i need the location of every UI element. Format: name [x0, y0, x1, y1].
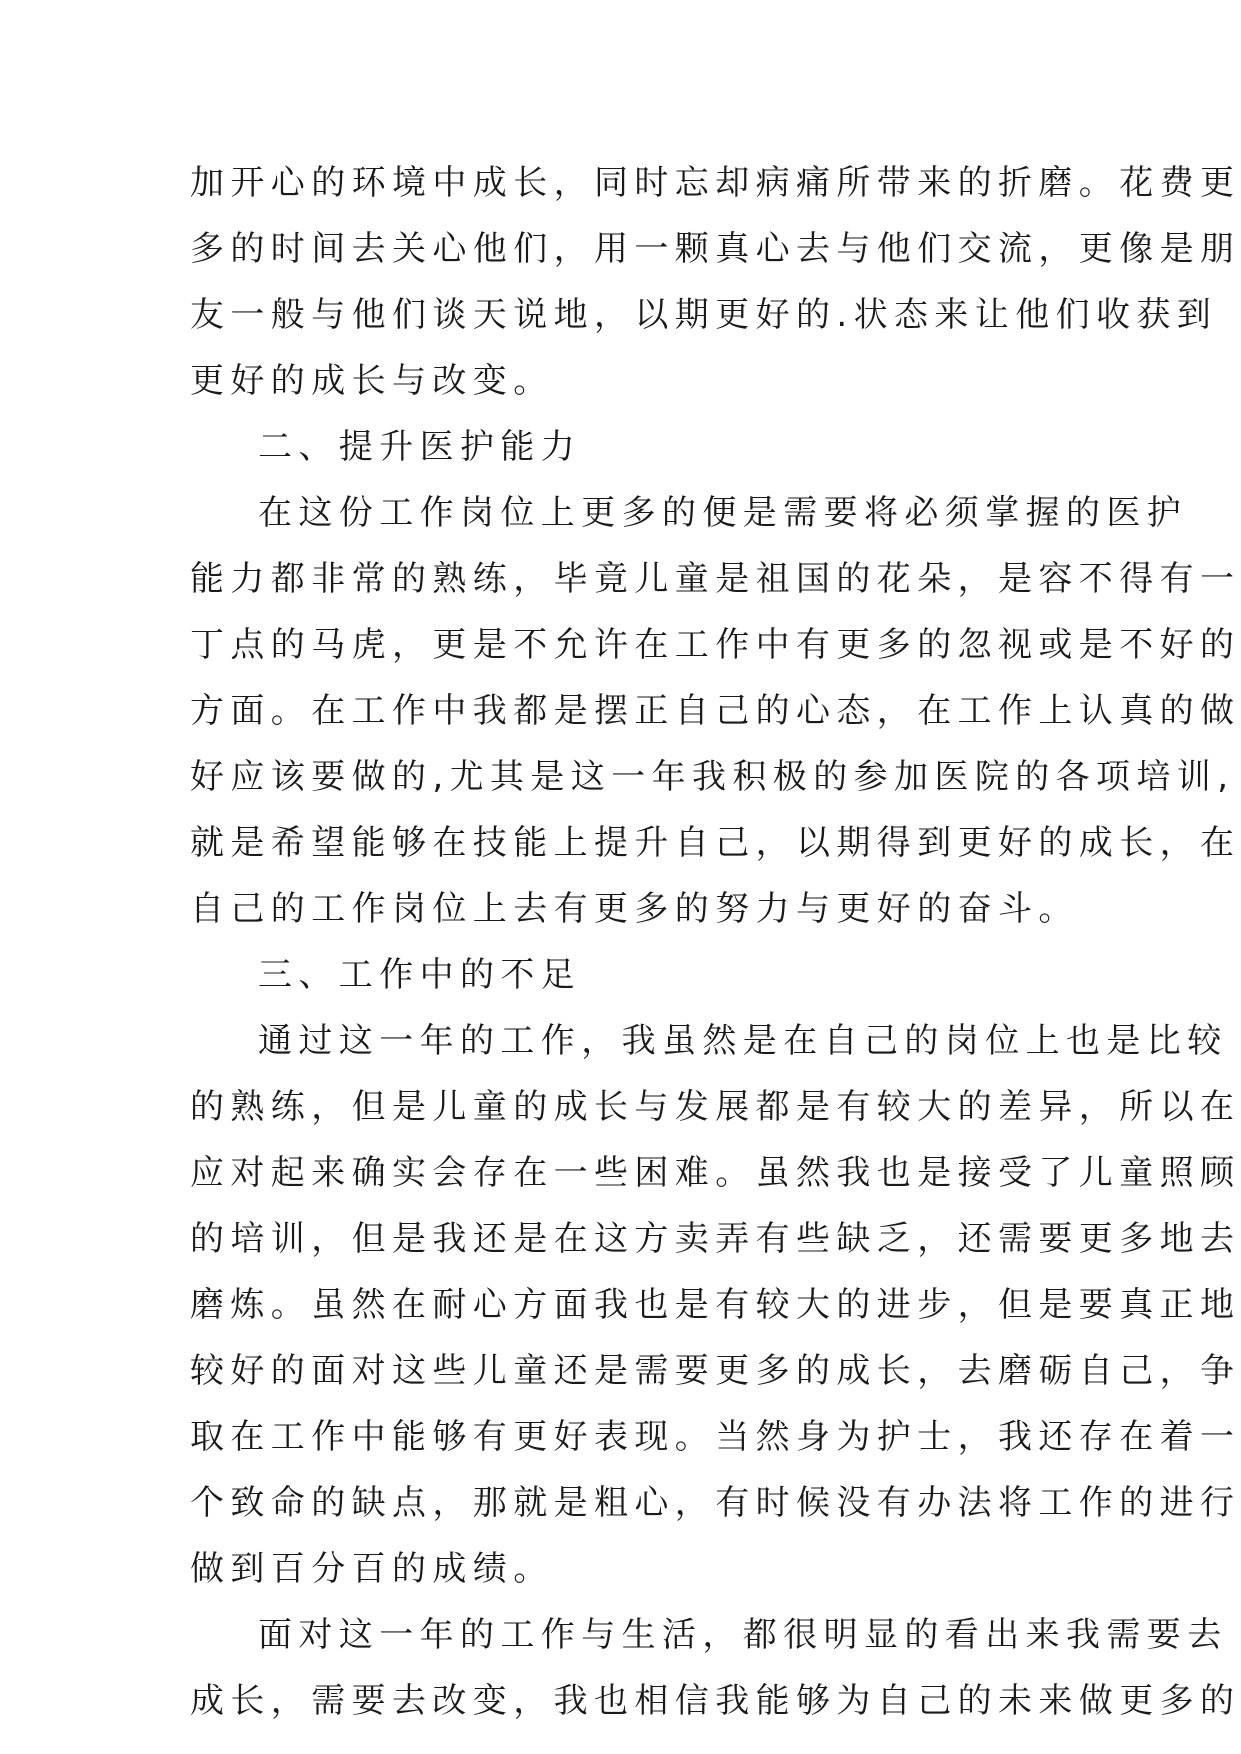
text-line: 在这份工作岗位上更多的便是需要将必须掌握的医护 — [258, 493, 1188, 533]
text-line: 多的时间去关心他们，用一颗真心去与他们交流，更像是朋 — [190, 229, 1241, 269]
text-line: 就是希望能够在技能上提升自己，以期得到更好的成长，在 — [190, 823, 1241, 863]
text-line: 应对起来确实会存在一些困难。虽然我也是接受了儿童照顾 — [190, 1153, 1241, 1193]
text-line: 好应该要做的,尤其是这一年我积极的参加医院的各项培训, — [190, 757, 1235, 797]
section-heading-2: 二、提升医护能力 — [258, 427, 582, 467]
text-line: 自己的工作岗位上去有更多的努力与更好的奋斗。 — [190, 889, 1079, 929]
text-line: 更好的成长与改变。 — [190, 361, 554, 401]
text-line: 通过这一年的工作，我虽然是在自己的岗位上也是比较 — [258, 1021, 1228, 1061]
section-2-paragraph — [190, 480, 1241, 942]
text-line: 方面。在工作中我都是摆正自己的心态，在工作上认真的做 — [190, 691, 1241, 731]
text-line: 加开心的环境中成长，同时忘却病痛所带来的折磨。花费更 — [190, 163, 1241, 203]
text-line: 个致命的缺点，那就是粗心，有时候没有办法将工作的进行 — [190, 1483, 1241, 1523]
continued-paragraph — [190, 150, 1241, 414]
text-line: 的熟练，但是儿童的成长与发展都是有较大的差异，所以在 — [190, 1087, 1241, 1127]
closing-paragraph — [190, 1602, 1241, 1734]
text-line: 做到百分百的成绩。 — [190, 1549, 554, 1589]
text-line: 取在工作中能够有更好表现。当然身为护士，我还存在着一 — [190, 1417, 1241, 1457]
text-line: 面对这一年的工作与生活，都很明显的看出来我需要去 — [258, 1615, 1228, 1655]
text-line: 友一般与他们谈天说地，以期更好的.状态来让他们收获到 — [190, 295, 1218, 335]
section-3-paragraph — [190, 1008, 1241, 1602]
document-body — [190, 150, 1241, 1734]
section-heading-3: 三、工作中的不足 — [258, 955, 582, 995]
text-line: 磨炼。虽然在耐心方面我也是有较大的进步，但是要真正地 — [190, 1285, 1241, 1325]
text-line: 较好的面对这些儿童还是需要更多的成长，去磨砺自己，争 — [190, 1351, 1241, 1391]
text-line: 的培训，但是我还是在这方卖弄有些缺乏，还需要更多地去 — [190, 1219, 1241, 1259]
text-line: 成长，需要去改变，我也相信我能够为自己的未来做更多的 — [190, 1681, 1241, 1721]
text-line: 丁点的马虎，更是不允许在工作中有更多的忽视或是不好的 — [190, 625, 1241, 665]
text-line: 能力都非常的熟练，毕竟儿童是祖国的花朵，是容不得有一 — [190, 559, 1241, 599]
